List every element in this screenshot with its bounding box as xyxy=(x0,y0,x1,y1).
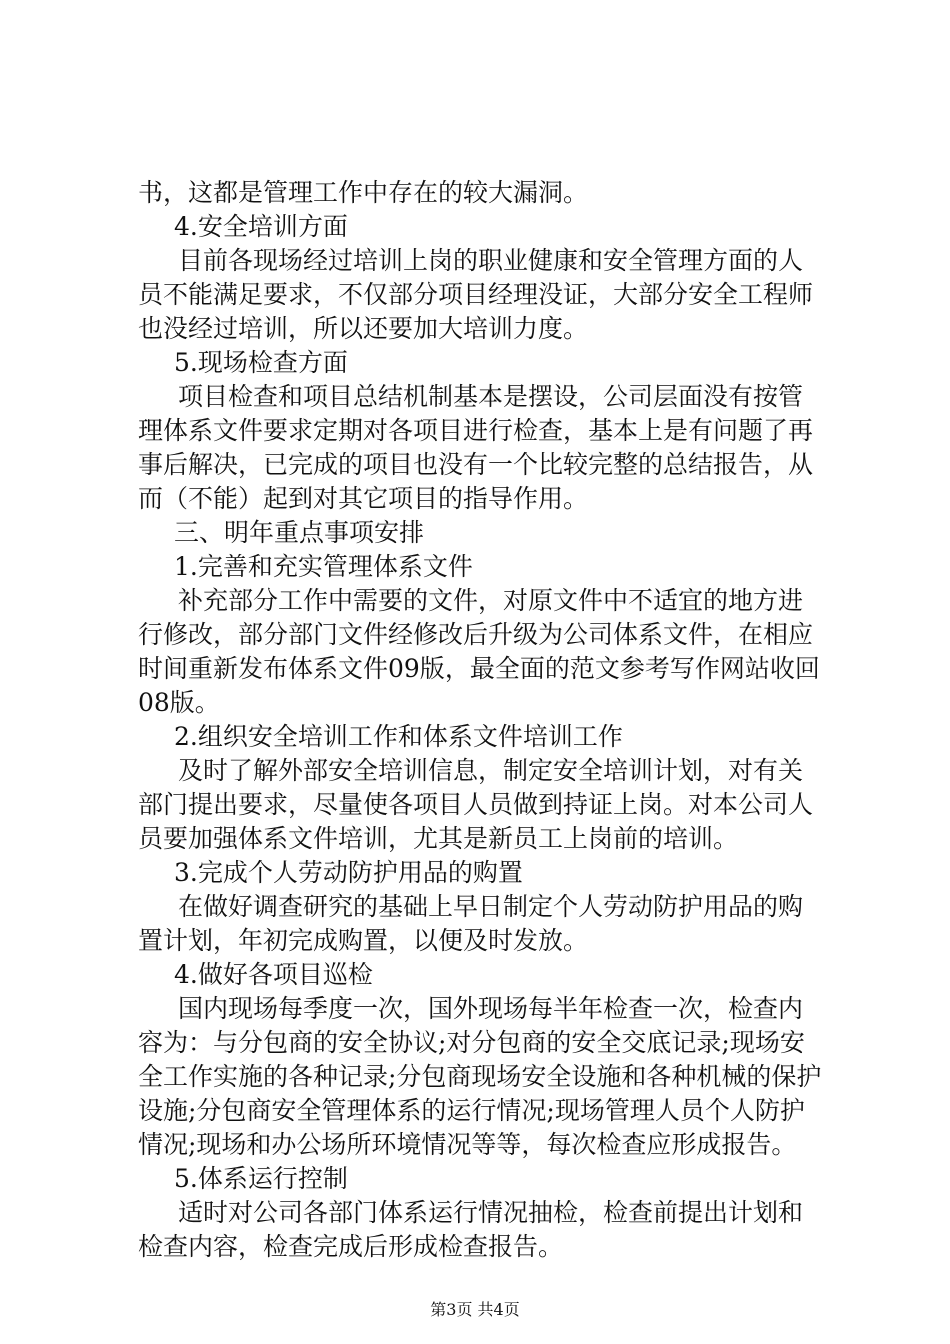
text-line: 08版。 xyxy=(138,688,220,717)
text-line: 及时了解外部安全培训信息，制定安全培训计划，对有关 xyxy=(178,756,804,785)
text-line: 检查内容，检查完成后形成检查报告。 xyxy=(138,1232,564,1261)
text-line: 也没经过培训，所以还要加大培训力度。 xyxy=(138,314,589,343)
section-heading: 1.完善和充实管理体系文件 xyxy=(174,552,473,581)
text-line: 时间重新发布体系文件09版，最全面的范文参考写作网站收回 xyxy=(138,654,820,683)
text-line: 员不能满足要求，不仅部分项目经理没证，大部分安全工程师 xyxy=(138,280,814,309)
text-line: 适时对公司各部门体系运行情况抽检，检查前提出计划和 xyxy=(178,1198,804,1227)
text-line: 书，这都是管理工作中存在的较大漏洞。 xyxy=(138,178,589,207)
text-line: 部门提出要求，尽量使各项目人员做到持证上岗。对本公司人 xyxy=(138,790,814,819)
text-line: 在做好调查研究的基础上早日制定个人劳动防护用品的购 xyxy=(178,892,804,921)
text-line: 补充部分工作中需要的文件，对原文件中不适宜的地方进 xyxy=(178,586,804,615)
text-line: 行修改，部分部门文件经修改后升级为公司体系文件，在相应 xyxy=(138,620,814,649)
text-line: 目前各现场经过培训上岗的职业健康和安全管理方面的人 xyxy=(178,246,804,275)
section-heading: 4.做好各项目巡检 xyxy=(174,960,373,989)
text-line: 全工作实施的各种记录;分包商现场安全设施和各种机械的保护 xyxy=(138,1062,822,1091)
text-line: 置计划，年初完成购置，以便及时发放。 xyxy=(138,926,589,955)
text-line: 项目检查和项目总结机制基本是摆设，公司层面没有按管 xyxy=(178,382,804,411)
text-line: 国内现场每季度一次，国外现场每半年检查一次，检查内 xyxy=(178,994,804,1023)
section-heading: 4.安全培训方面 xyxy=(174,212,348,241)
section-heading: 3.完成个人劳动防护用品的购置 xyxy=(174,858,523,887)
text-line: 理体系文件要求定期对各项目进行检查，基本上是有问题了再 xyxy=(138,416,814,445)
chapter-heading: 三、明年重点事项安排 xyxy=(174,518,425,547)
page-number-footer: 第3页 共4页 xyxy=(430,1300,520,1319)
text-line: 设施;分包商安全管理体系的运行情况;现场管理人员个人防护 xyxy=(138,1096,805,1125)
text-line: 事后解决，已完成的项目也没有一个比较完整的总结报告，从 xyxy=(138,450,814,479)
section-heading: 5.现场检查方面 xyxy=(174,348,348,377)
text-line: 而（不能）起到对其它项目的指导作用。 xyxy=(138,484,589,513)
text-line: 容为：与分包商的安全协议;对分包商的安全交底记录;现场安 xyxy=(138,1028,805,1057)
text-line: 员要加强体系文件培训，尤其是新员工上岗前的培训。 xyxy=(138,824,739,853)
section-heading: 5.体系运行控制 xyxy=(174,1164,348,1193)
text-line: 情况;现场和办公场所环境情况等等，每次检查应形成报告。 xyxy=(138,1130,797,1159)
section-heading: 2.组织安全培训工作和体系文件培训工作 xyxy=(174,722,623,751)
